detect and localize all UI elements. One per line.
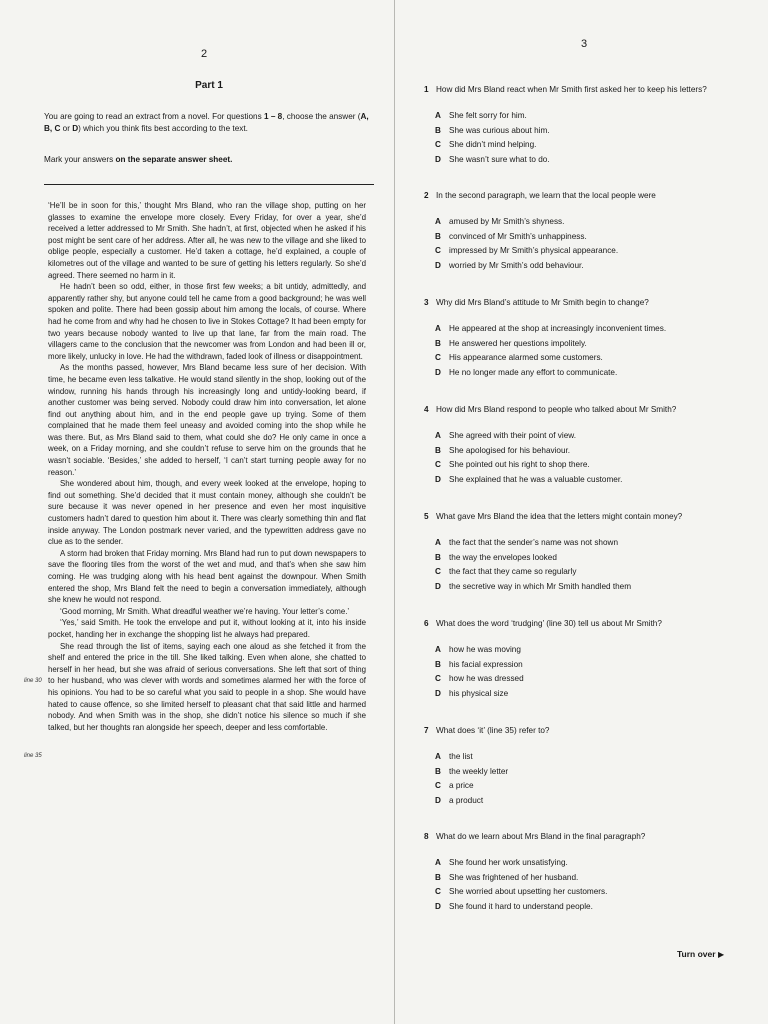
reading-passage: [24, 200, 366, 759]
option-letter: C: [435, 567, 441, 577]
option-text: a product: [449, 795, 484, 805]
option-text: worried by Mr Smith’s odd behaviour.: [449, 260, 584, 270]
answer-option: [435, 429, 734, 444]
question-number: 8: [424, 832, 429, 841]
option-letter: D: [435, 581, 441, 591]
option-letter: A: [435, 752, 441, 761]
divider: [44, 184, 374, 185]
option-text: the fact that the sender’s name was not shown: [449, 538, 619, 547]
question-number: 3: [424, 298, 429, 307]
option-letter: B: [435, 125, 441, 135]
option-text: She apologised for his behaviour.: [449, 445, 571, 455]
right-triangle-icon: ▶: [717, 950, 725, 959]
option-text: how he was dressed: [449, 674, 524, 684]
option-text: amused by Mr Smith’s shyness.: [449, 217, 565, 226]
option-letter: B: [435, 552, 441, 562]
option-text: She found it hard to understand people.: [449, 901, 593, 911]
option-letter: A: [435, 217, 441, 226]
line-marker-35: line 35: [24, 753, 42, 759]
option-text: His appearance alarmed some customers.: [449, 353, 603, 363]
question-1: [424, 84, 734, 167]
option-text: He answered her questions impolitely.: [449, 338, 587, 348]
option-letter: D: [435, 260, 441, 270]
answer-option: [435, 672, 734, 687]
option-letter: A: [435, 538, 441, 547]
question-text: In the second paragraph, we learn that the local people were: [436, 191, 656, 200]
option-text: the fact that they came so regularly: [449, 567, 577, 577]
option-text: convinced of Mr Smith’s unhappiness.: [449, 231, 587, 241]
turn-over: Turn over ▶: [677, 949, 725, 959]
option-text: the list: [449, 752, 473, 761]
page-number: 3: [580, 38, 588, 50]
option-letter: B: [435, 231, 441, 241]
question-5: [424, 511, 734, 594]
option-letter: B: [435, 872, 441, 882]
option-text: She felt sorry for him.: [449, 111, 527, 120]
question-4: [424, 404, 734, 487]
option-letter: D: [435, 154, 441, 164]
answer-option: [435, 322, 734, 337]
answer-sheet-note: Mark your answers on the separate answer sheet.: [44, 155, 233, 164]
answer-options: [435, 856, 734, 914]
answer-option: [435, 856, 734, 871]
option-text: She found her work unsatisfying.: [449, 858, 568, 867]
option-letter: A: [435, 858, 441, 867]
option-text: his physical size: [449, 688, 509, 698]
option-text: She agreed with their point of view.: [449, 431, 576, 440]
answer-option: [435, 337, 734, 352]
option-text: his facial expression: [449, 659, 523, 669]
option-text: She wasn’t sure what to do.: [449, 154, 550, 164]
question-number: 5: [424, 512, 429, 521]
question-stem: [424, 190, 734, 201]
answer-option: [435, 366, 734, 381]
question-stem: [424, 511, 734, 522]
question-number: 7: [424, 726, 429, 735]
answer-option: [435, 551, 734, 566]
answer-options: [435, 750, 734, 808]
question-6: [424, 618, 734, 701]
answer-option: [435, 124, 734, 139]
answer-options: [435, 429, 734, 487]
option-text: She explained that he was a valuable customer.: [449, 474, 623, 484]
answer-option: [435, 658, 734, 673]
answer-options: [435, 322, 734, 380]
question-stem: [424, 297, 734, 308]
question-3: [424, 297, 734, 380]
option-text: how he was moving: [449, 645, 521, 654]
question-text: What does the word ‘trudging’ (line 30) tell us about Mr Smith?: [436, 619, 662, 628]
passage-paragraph: She wondered about him, though, and every week looked at the envelope, hoping to find out something. She’d decided that it must contain money, although she couldn’t be sure because it was never opened in her presence and even her most inquisitive customers hadn’t dared to question him about it. There was clearly something thin and flat inside anyway. The London postmark never varied, and the typewritten address gave no clue as to the sender.: [48, 479, 366, 547]
page-number: 2: [200, 48, 208, 60]
option-text: the weekly letter: [449, 766, 509, 776]
question-text: What gave Mrs Bland the idea that the letters might contain money?: [436, 512, 683, 521]
answer-options: [435, 643, 734, 701]
option-text: the way the envelopes looked: [449, 552, 557, 562]
answer-option: [435, 138, 734, 153]
answer-options: [435, 536, 734, 594]
answer-option: [435, 351, 734, 366]
passage-paragraph: He hadn’t been so odd, either, in those first few weeks; a bit untidy, admittedly, and apparently rather shy, but anyone could tell he came from a good background; he was well spoken and polite. There had been gossip about him among the locals, of course. Where had he come from and why had he chosen to live in Stokes Cottage? It had been empty for two years because nobody wanted to live up that lane, far from the main road. The villagers came to the conclusion that the newcomer was from London and had been ill or, more likely, unlucky in love. He had the withdrawn, faded look of illness or disappointment.: [48, 282, 366, 361]
option-letter: A: [435, 645, 441, 654]
answer-option: [435, 444, 734, 459]
answer-option: [435, 458, 734, 473]
answer-option: [435, 536, 734, 551]
question-8: [424, 831, 734, 914]
option-letter: D: [435, 901, 441, 911]
option-letter: B: [435, 659, 441, 669]
option-text: a price: [449, 781, 474, 791]
passage-paragraph: As the months passed, however, Mrs Bland became less sure of her decision. With time, he became even less talkative. He would stand silently in the shop, looking out of the window, running his hands through his increasingly long and untidy-looking beard, if another customer was being served. Nobody could draw him into conversation, let alone find out anything about him, and in the end people gave up trying. Some of them complained that he made them feel uneasy and avoided coming into the shop while he was there. But, as Mrs Bland said to them, what could she do? He only came in once a week, on a Friday morning, and she couldn’t refuse to serve him on the grounds that he wasn’t sociable. ‘Besides,’ she added to herself, ‘I can’t start turning people away for no reason.’: [48, 363, 366, 477]
option-text: She was curious about him.: [449, 125, 550, 135]
question-stem: [424, 618, 734, 629]
answer-options: [435, 109, 734, 167]
passage-paragraph: A storm had broken that Friday morning. Mrs Bland had run to put down newspapers to save the flooring tiles from the worst of the wet and mud, and that’s when she saw him coming. He was trudging along with his head bent against the downpour. When Smith entered the shop, Mrs Bland felt the need to begin a conversation immediately, although she knew he would not respond.: [48, 548, 366, 605]
answer-option: [435, 687, 734, 702]
answer-option: [435, 765, 734, 780]
option-letter: A: [435, 111, 441, 120]
option-letter: B: [435, 766, 441, 776]
answer-option: [435, 643, 734, 658]
question-number: 4: [424, 405, 429, 414]
question-7: [424, 725, 734, 808]
option-letter: C: [435, 246, 441, 256]
option-text: impressed by Mr Smith’s physical appearance.: [449, 246, 619, 256]
page-fold: [394, 0, 395, 1024]
answer-option: [435, 794, 734, 809]
option-text: She pointed out his right to shop there.: [449, 460, 590, 470]
question-number: 1: [424, 85, 429, 94]
option-letter: B: [435, 338, 441, 348]
option-letter: C: [435, 140, 441, 150]
option-text: She didn’t mind helping.: [449, 140, 537, 150]
question-stem: [424, 725, 734, 736]
answer-option: [435, 900, 734, 915]
option-letter: D: [435, 688, 441, 698]
option-letter: C: [435, 781, 441, 791]
option-text: the secretive way in which Mr Smith handled them: [449, 581, 632, 591]
question-number: 2: [424, 191, 429, 200]
option-text: She was frightened of her husband.: [449, 872, 579, 882]
question-text: How did Mrs Bland respond to people who talked about Mr Smith?: [436, 405, 677, 414]
passage-paragraph: ‘Good morning, Mr Smith. What dreadful weather we’re having. Your letter’s come.’: [60, 606, 350, 616]
answer-option: [435, 871, 734, 886]
question-2: [424, 190, 734, 273]
answer-option: [435, 750, 734, 765]
part-title: Part 1: [195, 80, 223, 91]
answer-option: [435, 244, 734, 259]
line-marker-30: line 30: [24, 678, 42, 684]
answer-option: [435, 259, 734, 274]
question-number: 6: [424, 619, 429, 628]
option-text: He appeared at the shop at increasingly inconvenient times.: [449, 324, 667, 333]
option-letter: C: [435, 887, 441, 897]
option-text: He no longer made any effort to communicate.: [449, 367, 618, 377]
option-text: She worried about upsetting her customers.: [449, 887, 608, 897]
option-letter: A: [435, 431, 441, 440]
passage-paragraph: She read through the list of items, saying each one aloud as she fetched it from the shelf and entered the price in the till. She liked talking. Even when alone, she chatted to herself in her head, but she was afraid of serious conversations. She left that sort of thing to her husband, who was clever with words and sometimes alarmed her with the force of his opinions. You had to be so careful what you said to people in a shop. She would have hated to cause offence, so she limited herself to pleasant chat that said little and harmed nobody. And when Smith was in the shop, she didn’t notice his silence so much if she talked, but her thoughts ran alongside her speech, deeper and less comfortable.: [48, 641, 366, 732]
answer-option: [435, 109, 734, 124]
answer-options: [435, 215, 734, 273]
answer-option: [435, 230, 734, 245]
answer-option: [435, 565, 734, 580]
question-text: Why did Mrs Bland’s attitude to Mr Smith begin to change?: [436, 298, 649, 307]
question-stem: [424, 84, 734, 95]
answer-option: [435, 473, 734, 488]
option-letter: A: [435, 324, 441, 333]
question-text: What do we learn about Mrs Bland in the final paragraph?: [436, 832, 646, 841]
question-text: How did Mrs Bland react when Mr Smith first asked her to keep his letters?: [436, 85, 707, 94]
passage-paragraph: ‘Yes,’ said Smith. He took the envelope and put it, without looking at it, into his inside pocket, handing her in exchange the shopping list he always had prepared.: [48, 618, 366, 639]
answer-option: [435, 215, 734, 230]
question-stem: [424, 831, 734, 842]
instructions: You are going to read an extract from a novel. For questions 1 – 8, choose the answer (A, B, C or D) which you think fits best according to the text.: [44, 112, 369, 133]
answer-option: [435, 779, 734, 794]
answer-option: [435, 153, 734, 168]
question-stem: [424, 404, 734, 415]
option-letter: B: [435, 445, 441, 455]
option-letter: C: [435, 353, 441, 363]
option-letter: C: [435, 460, 441, 470]
answer-option: [435, 885, 734, 900]
passage-paragraph: ‘He’ll be in soon for this,’ thought Mrs Bland, who ran the village shop, putting on her glasses to examine the envelope more closely. Every Friday, for over a year, she’d received a letter addressed to Mr Smith. She hadn’t, at first, objected when he asked if his post might be sent care of her address. After all, he was new to the village and she liked to oblige people, especially a customer. He’d taken a cottage, he’d explained, a couple of kilometres out of the village and wanted to be sure of getting his letters regularly. So she’d agreed. There seemed no harm in it.: [48, 201, 366, 280]
option-letter: D: [435, 474, 441, 484]
option-letter: D: [435, 367, 441, 377]
answer-option: [435, 580, 734, 595]
question-text: What does ‘it’ (line 35) refer to?: [436, 726, 550, 735]
option-letter: D: [435, 795, 441, 805]
option-letter: C: [435, 674, 441, 684]
